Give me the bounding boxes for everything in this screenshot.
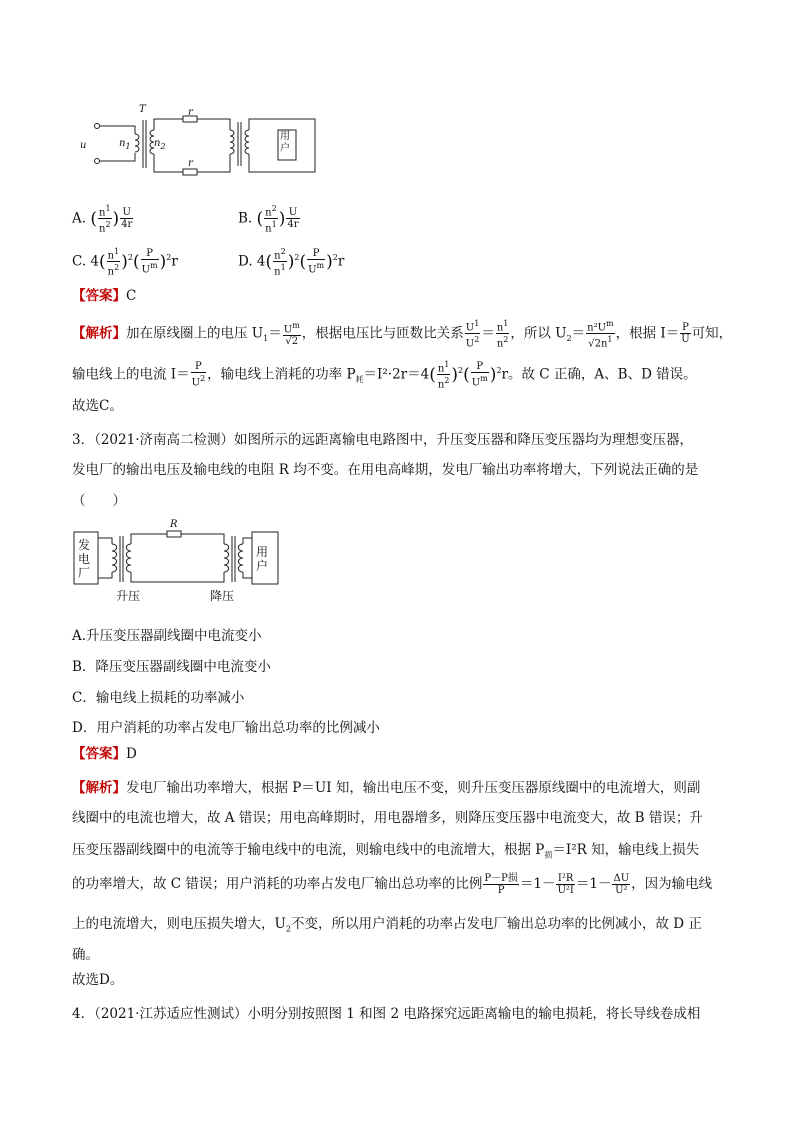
q3-analysis-line6: 确。: [72, 947, 99, 963]
q2-option-d: D. 4( $\frac{n^2}{n^1}$ )$^2$( $\frac{P}{U^m}$ )$^2$r: [238, 247, 345, 278]
q2-analysis-line3: 故选C。: [72, 398, 123, 414]
q3-stem-line3: （ ）: [72, 493, 126, 509]
q3-analysis-line1: 【解析】发电厂输出功率增大，根据 P＝UI 知，输出电压不变，则升压变压器原线圈中的电流增大，则副: [72, 780, 701, 796]
q3-analysis-line4: 的功率增大，故 C 错误；用户消耗的功率占发电厂输出总功率的比例 $\frac{\text{P－P损}}{P}$ ＝1－ $\frac{\text{I²R}}{\text{U²I}}$ ＝1－ $\frac{\Delta U}{\text{U²}}$ ，因为输电线: [72, 873, 713, 896]
fig2-plant-label: 发 电 厂: [78, 538, 91, 580]
q2-option-b: B. ( $\frac{n^2}{n^1}$ ) $\frac{U}{4r}$: [238, 204, 299, 235]
fig1-label-T: T: [139, 104, 146, 115]
q3-option-c: C．输电线上损耗的功率减小: [72, 690, 245, 706]
fig1-label-u: u: [80, 140, 87, 151]
q3-analysis-line7: 故选D。: [72, 972, 124, 988]
q2-analysis-line1: 【解析】加在原线圈上的电压 $U_1=$ $\frac{U^m}{√2}$ ，根据电压比与匝数比关系 $\frac{U^1}{U^2}$ ＝ $\frac{n^1}{n^2}$ ，所以 $U_2=$ $\frac{n^2U^m}{√2n^1}$ ，根据 I＝ $\frac{P}{U}$ 可知，: [72, 319, 733, 350]
q2-answer: 【答案】C: [72, 288, 137, 304]
fig2-step-down-label: 降压: [210, 589, 235, 603]
fig1-label-n1: $n_1$: [119, 138, 131, 151]
q3-answer: 【答案】D: [72, 746, 137, 762]
q3-option-d: D．用户消耗的功率占发电厂输出总功率的比例减小: [72, 720, 380, 736]
fig2-user-label: 用 户: [256, 545, 269, 573]
fig1-label-r-bottom: r: [188, 158, 193, 169]
q3-stem-line1: 3．（2021·济南高二检测）如图所示的远距离输电电路图中，升压变压器和降压变压器均为理想变压器，: [72, 432, 693, 448]
q3-analysis-line5: 上的电流增大，则电压损失增大，$U_2$不变，所以用户消耗的功率占发电厂输出总功率的比例减小，故 D 正: [72, 916, 702, 934]
q3-option-b: B．降压变压器副线圈中电流变小: [72, 659, 271, 675]
q3-option-a: A.升压变压器副线圈中电流变小: [72, 628, 262, 644]
q3-analysis-line3: 压变压器副线圈中的电流等于输电线中的电流，则输电线中的电流增大，根据 $P_损=I^2R$ 知，输电线上损失: [72, 842, 700, 860]
q2-analysis-line2: 输电线上的电流 I＝ $\frac{P}{U^2}$ ，输电线上消耗的功率 $P_耗=I^2\cdot 2r=4$( $\frac{n^1}{n^2}$ )$^2$( $\frac{P}{U^m}$ )$^2$r。故 C 正确，A、B、D 错误。: [72, 360, 697, 391]
q3-stem-line2: 发电厂的输出电压及输电线的电阻 R 均不变。在用电高峰期，发电厂输出功率将增大，下列说法正确的是: [72, 462, 699, 478]
fig2-label-R: R: [170, 519, 178, 530]
q2-option-a: A. ( $\frac{n^1}{n^2}$ ) $\frac{U}{4r}$: [72, 204, 133, 235]
fig1-user-box-label: 用户: [280, 131, 290, 154]
q4-stem-line1: 4．（2021·江苏适应性测试）小明分别按照图 1 和图 2 电路探究远距离输电的输电损耗，将长导线卷成相: [72, 1006, 701, 1022]
q3-analysis-line2: 线圈中的电流也增大，故 A 错误；用电高峰期时，用电器增多，则降压变压器中电流变大，故 B 错误；升: [72, 810, 703, 826]
fig1-label-r-top: r: [188, 107, 193, 118]
fig2-step-up-label: 升压: [116, 589, 141, 603]
q2-option-c: C. 4( $\frac{n^1}{n^2}$ )$^2$( $\frac{P}{U^m}$ )$^2$r: [72, 247, 178, 278]
fig1-label-n2: $n_2$: [154, 138, 166, 151]
